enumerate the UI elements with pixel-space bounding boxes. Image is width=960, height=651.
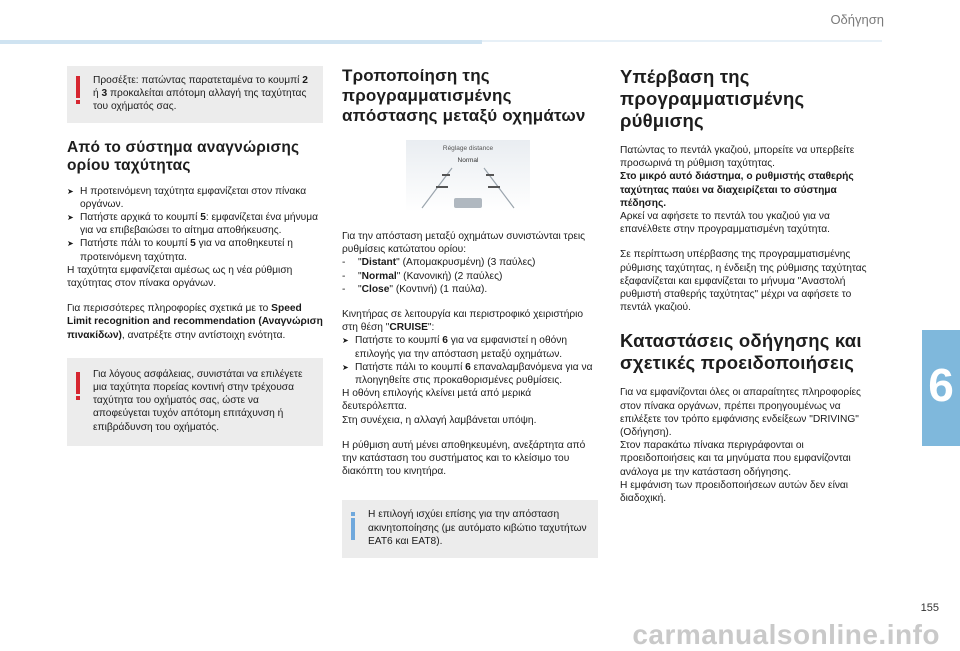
distance-gauge-icon (412, 166, 524, 210)
warning-icon (76, 76, 80, 104)
warning-text: Για λόγους ασφάλειας, συνιστάται να επιλέγετε μια ταχύτητα πορείας κοντινή στην τρέχουσα ταχύτητα του οχήματός σας, ώστε να αποφεύγεται τυχόν απότομη επιτάχυνση ή επιβράδυνση του οχήματός. (93, 368, 303, 433)
list-item: ➤ Πατήστε το κουμπί 6 για να εμφανιστεί η οθόνη επιλογής για την απόσταση μεταξύ οχημάτων. (342, 335, 568, 360)
figure-label: Normal (457, 157, 479, 164)
list-item: - "Normal" (Κανονική) (2 παύλες) (342, 270, 503, 282)
paragraph-bold: Στο μικρό αυτό διάστημα, ο ρυθμιστής σταθερής ταχύτητας παύει να διαχειρίζεται το σύστημα πέδησης. (620, 171, 854, 209)
paragraph: Η ρύθμιση αυτή μένει αποθηκευμένη, ανεξάρτητα από την κατάσταση του συστήματος και το κλείσιμο του διακόπτη του κινητήρα. (342, 439, 586, 478)
warning-box (67, 66, 323, 123)
paragraph: Στον παρακάτω πίνακα περιγράφονται οι προειδοποιήσεις και τα μηνύματα που εμφανίζονται ανάλογα με την κατάσταση οδήγησης. (620, 440, 851, 478)
list-item: ➤ Πατήστε αρχικά το κουμπί 5: εμφανίζεται ένα μήνυμα για να επιβεβαιώσει το αίτημα αποθήκευσης. (67, 212, 318, 237)
paragraph: Κινητήρας σε λειτουργία και περιστροφικό χειριστήριο στη θέση "CRUISE": (342, 309, 584, 334)
column-2 (342, 66, 598, 558)
chapter-tab (922, 330, 960, 446)
paragraph: Αρκεί να αφήσετε το πεντάλ του γκαζιού για να επανέλθετε στην προγραμματισμένη ταχύτητα. (620, 211, 831, 236)
info-box (342, 500, 598, 558)
list-item: - "Distant" (Απομακρυσμένη) (3 παύλες) (342, 257, 536, 269)
top-rule-light (482, 40, 882, 42)
section-heading: Τροποποίηση της προγραμματισμένης απόστασης μεταξύ οχημάτων (342, 66, 586, 125)
watermark-text: carmanualsonline.info (632, 619, 940, 650)
paragraph: Για περισσότερες πληροφορίες σχετικά με το Speed Limit recognition and recommendation (Αναγνώριση πινακίδων), ανατρέξτε στην αντίστοιχη ενότητα. (67, 303, 323, 341)
chapter-number: 6 (928, 359, 954, 411)
paragraph: Για να εμφανίζονται όλες οι απαραίτητες πληροφορίες στον πίνακα οργάνων, πρέπει προηγουμένως να επιλέξετε τον τρόπο εμφάνισης ενδείξεων "DRIVING" (Οδήγηση). (620, 387, 861, 439)
figure-label: Réglage distance (442, 145, 494, 152)
paragraph: Πατώντας το πεντάλ γκαζιού, μπορείτε να υπερβείτε προσωρινά τη ρύθμιση ταχύτητας. (620, 145, 855, 170)
paragraph: Η εμφάνιση των προειδοποιήσεων αυτών δεν είναι διαδοχική. (620, 479, 849, 505)
section-heading: Υπέρβαση της προγραμματισμένης ρύθμισης (620, 66, 805, 131)
column-3 (620, 66, 876, 505)
list-item: ➤ Πατήστε πάλι το κουμπί 5 για να αποθηκευτεί η προτεινόμενη ταχύτητα. (67, 238, 293, 263)
bullet-arrow-icon: ➤ (67, 239, 74, 249)
paragraph: Στη συνέχεια, η αλλαγή λαμβάνεται υπόψη. (342, 414, 537, 426)
list-item: ➤ Η προτεινόμενη ταχύτητα εμφανίζεται στον πίνακα οργάνων. (67, 185, 307, 210)
warning-icon (76, 372, 80, 400)
bullet-arrow-icon: ➤ (342, 336, 349, 346)
cluster-display (406, 140, 530, 212)
list-item: ➤ Πατήστε πάλι το κουμπί 6 επαναλαμβανόμενα για να πλοηγηθείτε στις προκαθορισμένες ρυθμίσεις. (342, 361, 593, 387)
info-text: Η επιλογή ισχύει επίσης για την απόσταση ακινητοποίησης (με αυτόματο κιβώτιο ταχυτήτων EAT6 και EAT8). (368, 509, 587, 547)
paragraph: Η ταχύτητα εμφανίζεται αμέσως ως η νέα ρύθμιση ταχύτητας στον πίνακα οργάνων. (67, 264, 293, 290)
watermark (0, 617, 960, 649)
paragraph: Για την απόσταση μεταξύ οχημάτων συνιστώνται τρεις ρυθμίσεις κατώτατου ορίου: (342, 231, 586, 256)
section-heading: Καταστάσεις οδήγησης και σχετικές προειδοποιήσεις (620, 330, 862, 374)
section-title: Οδήγηση (830, 12, 884, 27)
bullet-arrow-icon: ➤ (342, 362, 349, 372)
info-icon (351, 512, 355, 540)
warning-box (67, 358, 323, 446)
top-rule (0, 40, 482, 44)
paragraph: Η οθόνη επιλογής κλείνει μετά από μερικά δευτερόλεπτα. (342, 388, 532, 413)
paragraph: Σε περίπτωση υπέρβασης της προγραμματισμένης ρύθμισης ταχύτητας, η ένδειξη της ρύθμισης ταχύτητας εξαφανίζεται και εμφανίζεται το μήνυμα "Αναστολή ρυθμιστή σταθερής ταχύτητας" μέχρι να αφήσετε το πεντάλ γκαζιού. (620, 249, 867, 314)
column-1 (67, 66, 323, 446)
list-item: - "Close" (Κοντινή) (1 παύλα). (342, 283, 488, 295)
bullet-arrow-icon: ➤ (67, 186, 74, 196)
page-number: 155 (920, 602, 939, 614)
warning-text: Προσέξτε: πατώντας παρατεταμένα το κουμπί 2 ή 3 προκαλείται απότομη αλλαγή της ταχύτητας του οχήματός σας. (93, 75, 308, 113)
distance-setting-figure (342, 136, 598, 216)
section-heading: Από το σύστημα αναγνώρισης ορίου ταχύτητας (67, 138, 300, 174)
bullet-arrow-icon: ➤ (67, 213, 74, 223)
